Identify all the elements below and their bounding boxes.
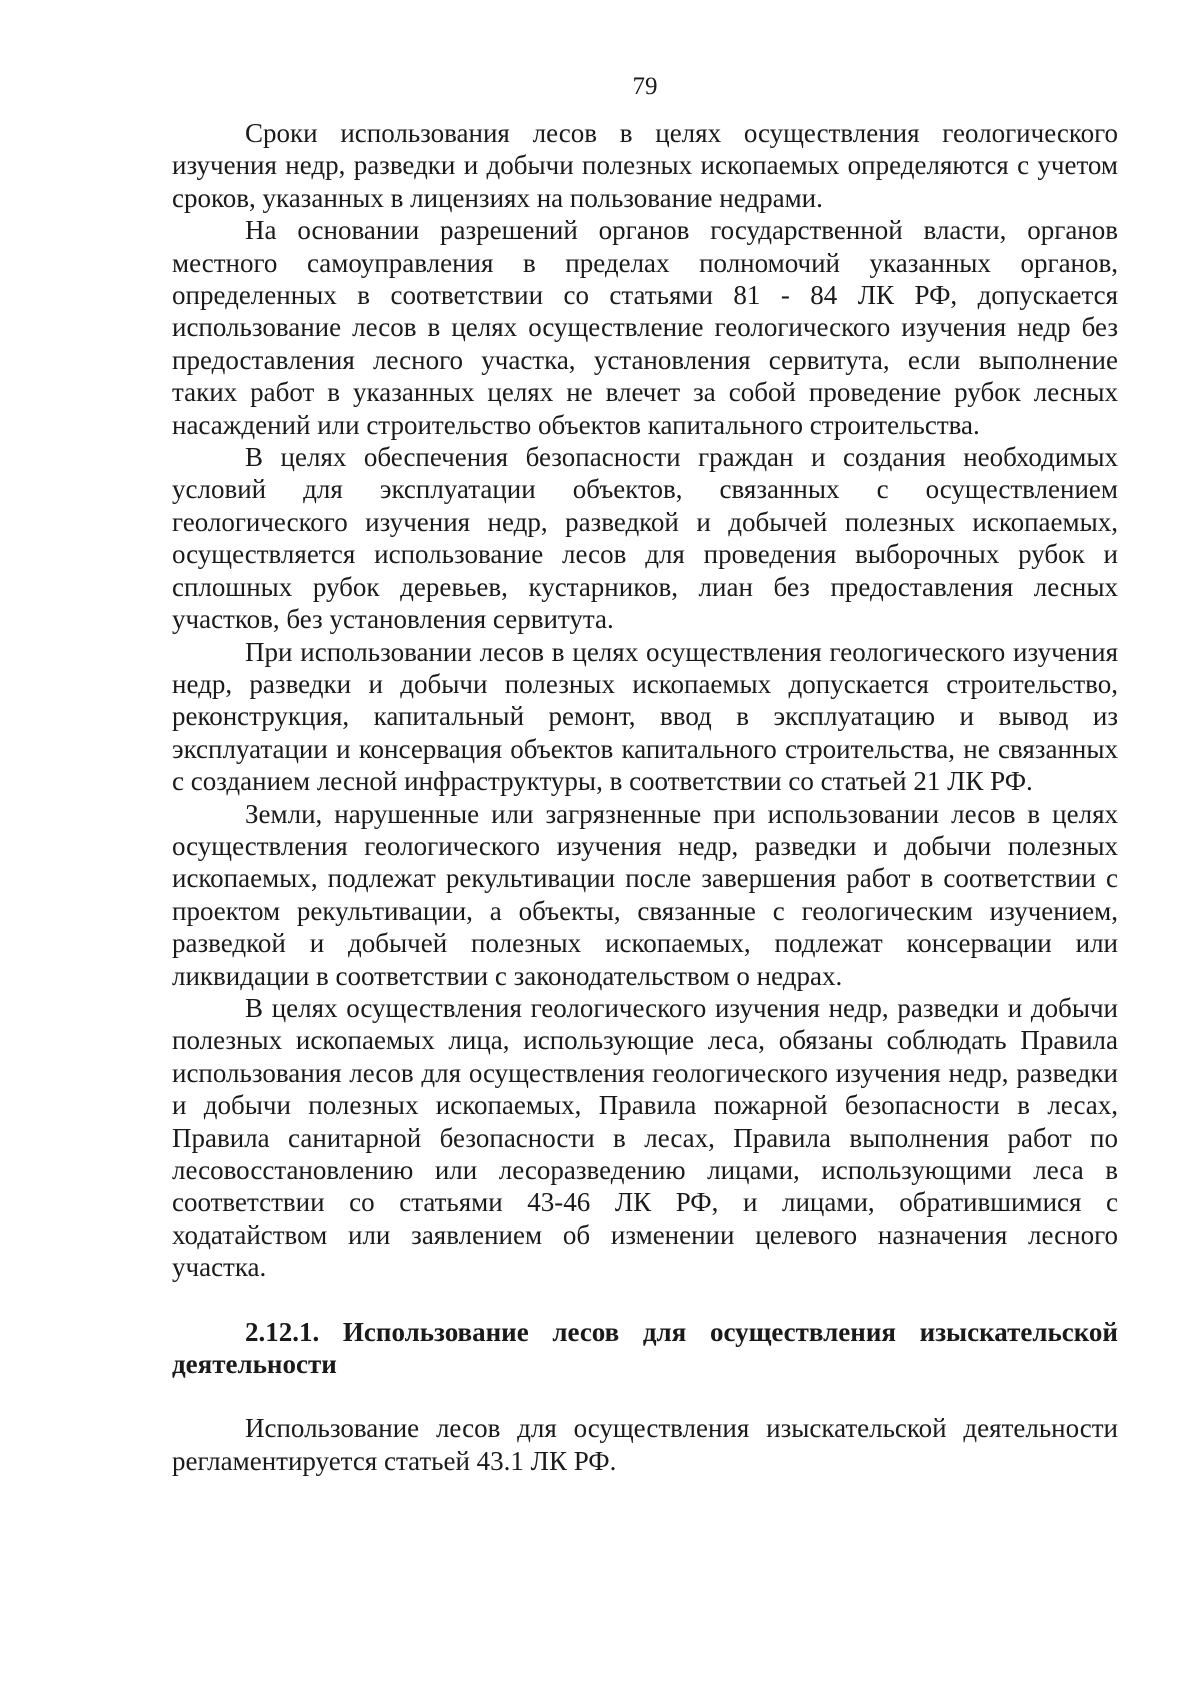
paragraph-permits: На основании разрешений органов государственной власти, органов местного самоуправления в пределах полномочий указанных органов, определенных в соответствии со статьями 81 - 84 ЛК РФ, допускается использование лесов в целях осуществление геологического изучения недр без предоставления лесного участка, установления сервитута, если выполнение таких работ в указанных целях не влечет за собой проведение рубок лесных насаждений или строительство объектов капитального строительства. (172, 215, 1118, 440)
paragraph-recultivation: Земли, нарушенные или загрязненные при использовании лесов в целях осуществления геологического изучения недр, разведки и добычи полезных ископаемых, подлежат рекультивации после завершения работ в соответствии с проектом рекультивации, а объекты, связанные с геологическим изучением, разведкой и добычей полезных ископаемых, подлежат консервации или ликвидации в соответствии с законодательством о недрах. (172, 798, 1118, 991)
paragraph-construction: При использовании лесов в целях осуществления геологического изучения недр, разведки и добычи полезных ископаемых допускается строительство, реконструкция, капитальный ремонт, ввод в эксплуатацию и вывод из эксплуатации и консервация объектов капитального строительства, не связанных с созданием лесной инфраструктуры, в соответствии со статьей 21 ЛК РФ. (172, 636, 1118, 797)
document-body (172, 117, 1118, 1477)
page-number: 79 (632, 73, 658, 100)
paragraph-safety: В целях обеспечения безопасности граждан и создания необходимых условий для эксплуатации объектов, связанных с осуществлением геологического изучения недр, разведкой и добычей полезных ископаемых, осуществляется использование лесов для проведения выборочных рубок и сплошных рубок деревьев, кустарников, лиан без предоставления лесных участков, без установления сервитута. (172, 442, 1118, 635)
paragraph-usage-terms: Сроки использования лесов в целях осуществления геологического изучения недр, разведки и добычи полезных ископаемых определяются с учетом сроков, указанных в лицензиях на пользование недрами. (172, 118, 1118, 213)
paragraph-rules: В целях осуществления геологического изучения недр, разведки и добычи полезных ископаемых лица, использующие леса, обязаны соблюдать Правила использования лесов для осуществления геологического изучения недр, разведки и добычи полезных ископаемых, Правила пожарной безопасности в лесах, Правила санитарной безопасности в лесах, Правила выполнения работ по лесовосстановлению или лесоразведению лицами, использующими леса в соответствии со статьями 43-46 ЛК РФ, и лицами, обратившимися с ходатайством или заявлением об изменении целевого назначения лесного участка. (172, 992, 1118, 1283)
section-heading: 2.12.1. Использование лесов для осуществления изыскательской деятельности (172, 1316, 1118, 1380)
section-paragraph: Использование лесов для осуществления изыскательской деятельности регламентируется статьей 43.1 ЛК РФ. (172, 1413, 1118, 1476)
